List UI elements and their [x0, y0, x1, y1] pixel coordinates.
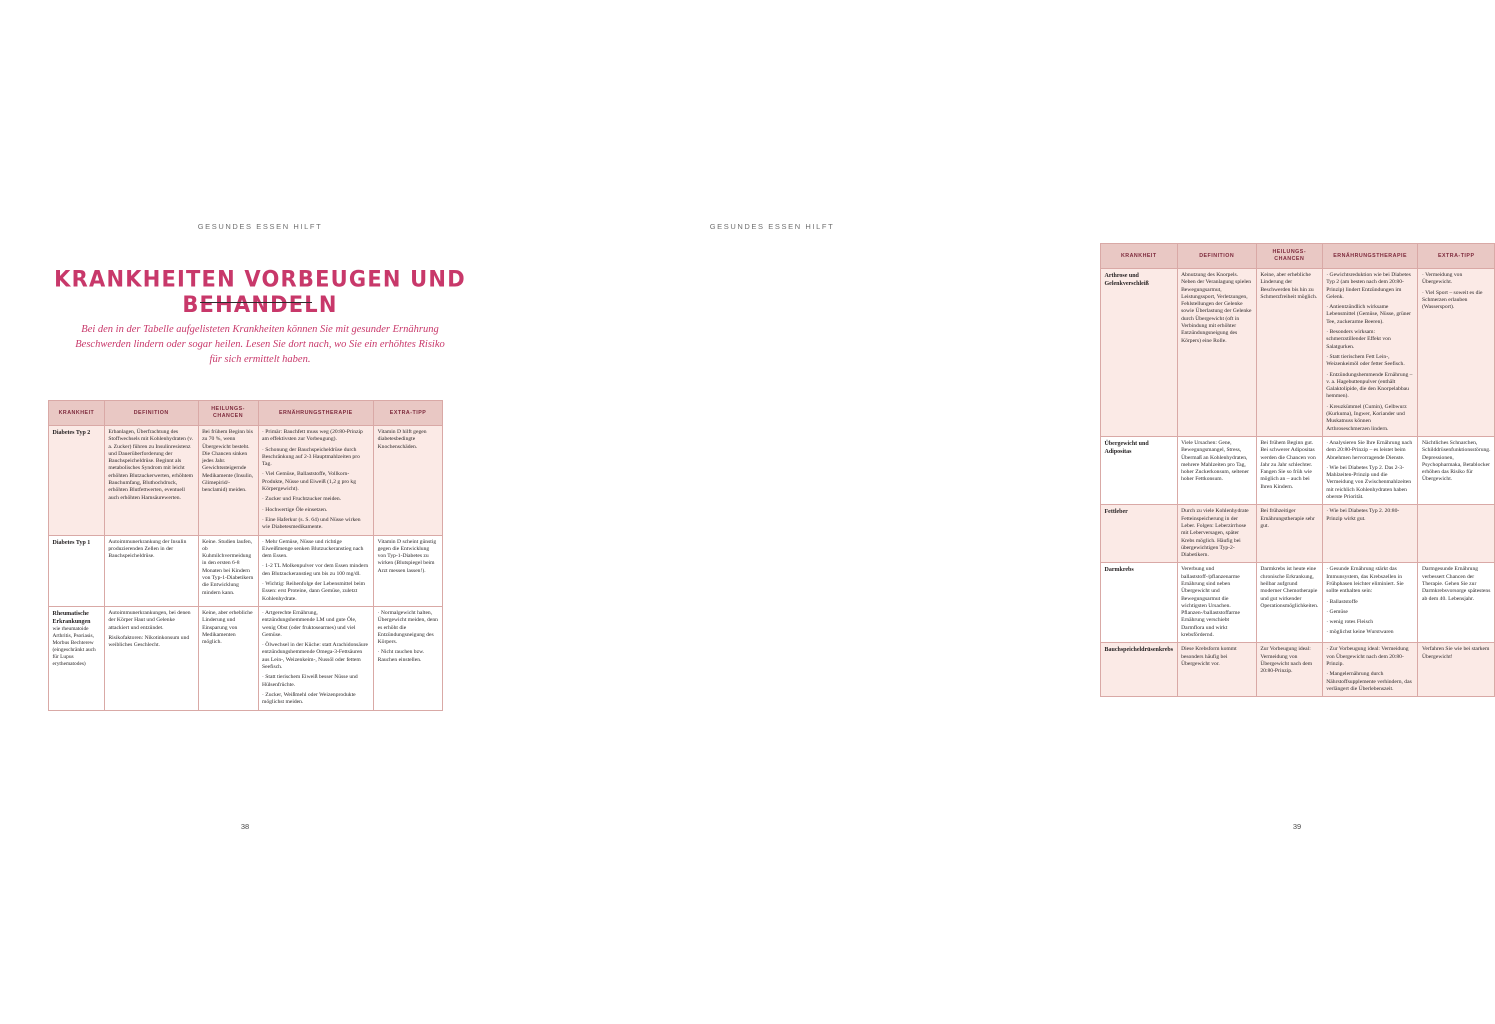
table-row	[1101, 563, 1495, 643]
disease-name: Übergewicht und Adipositas	[1101, 436, 1178, 504]
extra-tip: Vitamin D hilft gegen diabetesbedingte Knochenschäden.	[374, 426, 443, 536]
col-krankheit: KRANKHEIT	[49, 401, 105, 426]
col-ernaehrungstherapie: ERNÄHRUNGSTHERAPIE	[258, 401, 374, 426]
disease-table-right-wrapper	[1100, 243, 1495, 697]
disease-definition: Erbanlagen, Überfrachtung des Stoffwechsels mit Kohlenhydraten (v. a. Zucker) führen zu Insulinresistenz und Dauerüberforderung der Bauchspeicheldrüse. Beginnt als metabolisches Syndrom mit leicht erhöhten Blutzuckerwerten, erhöhtem Bauchumfang, Bluthochdruck, erhöhten Blutfettwerten, eventuell auch erhöhten Harnsäurewerten.	[104, 426, 198, 536]
page-number-left: 38	[240, 822, 250, 831]
disease-name: Rheumatische Erkrankungen wie rheumatoide Arthritis, Psoriasis, Morbus Bechterew (eingeschränkt auch für Lupus erythematodes)	[49, 606, 105, 710]
extra-tip: · Normalgewicht halten, Übergewicht meiden, denn es erhöht die Entzündungsneigung des Körpers. · Nicht rauchen bzw. Rauchen einstellen.	[374, 606, 443, 710]
nutrition-therapy: · Gesunde Ernährung stärkt das Immunsystem, das Krebszellen in Frühphasen leichter eliminiert. Sie sollte enthalten sein: · Ballaststoffe · Gemüse · wenig rotes Fleisch · möglichst keine Wurstwaren	[1322, 563, 1418, 643]
disease-definition: Viele Ursachen: Gene, Bewegungsmangel, Stress, Übermaß an Kohlenhydraten, mehrere Mahlzeiten pro Tag, hoher Zuckerkonsum, seltener hoher Fettkonsum.	[1177, 436, 1256, 504]
disease-definition: Autoimmunerkrankung der Insulin produzierenden Zellen in der Bauchspeicheldrüse.	[104, 535, 198, 606]
extra-tip: Vitamin D scheint günstig gegen die Entwicklung von Typ-1-Diabetes zu wirken (Blutspiegel beim Arzt messen lassen!).	[374, 535, 443, 606]
disease-name: Arthrose und Gelenkverschleiß	[1101, 269, 1178, 437]
healing-chances: Keine, aber erhebliche Linderung der Beschwerden bis hin zu Schmerzfreiheit möglich.	[1256, 269, 1322, 437]
nutrition-therapy: · Zur Vorbeugung ideal: Vermeidung von Übergewicht nach dem 20:80-Prinzip. · Mangelernährung durch Nährstoffsupplemente verhindern, das verlängert die Überlebenszeit.	[1322, 643, 1418, 697]
table-header-row	[49, 401, 443, 426]
col-definition: DEFINITION	[104, 401, 198, 426]
table-body-right	[1101, 269, 1495, 697]
title-divider	[200, 302, 312, 303]
col-heilungschancen: HEILUNGS-CHANCEN	[198, 401, 258, 426]
disease-table-left-wrapper	[48, 400, 443, 711]
disease-name: Darmkrebs	[1101, 563, 1178, 643]
page-left	[0, 0, 512, 1024]
disease-definition: Autoimmunerkrankungen, bei denen der Körper Haut und Gelenke attackiert und entzündet. Risikofaktoren: Nikotinkonsum und weibliches Geschlecht.	[104, 606, 198, 710]
col-krankheit: KRANKHEIT	[1101, 244, 1178, 269]
table-row	[49, 535, 443, 606]
healing-chances: Keine, aber erhebliche Linderung und Einsparung von Medikamenten möglich.	[198, 606, 258, 710]
healing-chances: Zur Vorbeugung ideal: Vermeidung von Übergewicht nach dem 20:80-Prinzip.	[1256, 643, 1322, 697]
table-header-row	[1101, 244, 1495, 269]
col-extratipp: EXTRA-TIPP	[1418, 244, 1495, 269]
disease-name: Diabetes Typ 2	[49, 426, 105, 536]
nutrition-therapy: · Analysieren Sie Ihre Ernährung nach dem 20:80-Prinzip – es leistet beim Abnehmen hervorragende Dienste. · Wie bei Diabetes Typ 2. Das 2-3-Mahlzeiten-Prinzip und die Vermeidung von Zwischenmahlzeiten mit reichlich Kohlenhydraten haben oberste Priorität.	[1322, 436, 1418, 504]
nutrition-therapy: · Gewichtsreduktion wie bei Diabetes Typ 2 (am besten nach dem 20:80-Prinzip) lindert Entzündungen im Gelenk. · Antientzündlich wirksame Lebensmittel (Gemüse, Nüsse, grüner Tee, zuckerarme Beeren). · Besonders wirksam: schmerzstillender Effekt von Salatgurken. · Statt tierischem Fett Lein-, Weizenkeimöl oder fetter Seefisch. · Entzündungshemmende Ernährung – v. a. Hagebuttenpulver (enthält Galaktolipide, die den Knorpelabbau hemmen). · Kreuzkümmel (Cumin), Gelbwurz (Kurkuma), Ingwer, Koriander und Muskatnuss können Arthroseschmerzen lindern.	[1322, 269, 1418, 437]
extra-tip	[1418, 505, 1495, 563]
extra-tip: Darmgesunde Ernährung verbessert Chancen der Therapie. Gehen Sie zur Darmkrebsvorsorge spätestens ab dem 40. Lebensjahr.	[1418, 563, 1495, 643]
running-head-right: GESUNDES ESSEN HILFT	[709, 222, 835, 231]
col-definition: DEFINITION	[1177, 244, 1256, 269]
healing-chances: Bei frühem Beginn bis zu 70 %, wenn Übergewicht besteht. Die Chancen sinken jedes Jahr. Gewichtssteigernde Medikamente (Insulin, Glimepirid/-benclamid) meiden.	[198, 426, 258, 536]
col-ernaehrungstherapie: ERNÄHRUNGSTHERAPIE	[1322, 244, 1418, 269]
col-extratipp: EXTRA-TIPP	[374, 401, 443, 426]
disease-table-left	[48, 400, 443, 711]
disease-name: Fettleber	[1101, 505, 1178, 563]
nutrition-therapy: · Wie bei Diabetes Typ 2. 20:80-Prinzip wirkt gut.	[1322, 505, 1418, 563]
extra-tip: · Vermeidung von Übergewicht. · Viel Sport – soweit es die Schmerzen erlauben (Wassersport).	[1418, 269, 1495, 437]
disease-definition: Durch zu viele Kohlenhydrate Fetteinspeicherung in der Leber. Folgen: Leberzirrhose mit Leberversagen, später Krebs möglich. Häufig bei übergewichtigen Typ-2-Diabetikern.	[1177, 505, 1256, 563]
disease-definition: Vererbung und ballaststoff-/pflanzenarme Ernährung sind neben Übergewicht und Bewegungsarmut die wichtigsten Ursachen. Pflanzen-/ballaststoffarme Ernährung verschiebt Darmflora und wirkt krebsfördernd.	[1177, 563, 1256, 643]
page-number-right: 39	[1292, 822, 1302, 831]
chapter-intro: Bei den in der Tabelle aufgelisteten Krankheiten können Sie mit gesunder Ernährung Beschwerden lindern oder sogar heilen. Lesen Sie dort nach, wo Sie ein erhöhtes Risiko für sich ermittelt haben.	[75, 324, 445, 365]
disease-name: Bauchspeicheldrüsenkrebs	[1101, 643, 1178, 697]
nutrition-therapy: · Mehr Gemüse, Nüsse und richtige Eiweißmenge senken Blutzuckeranstieg nach dem Essen. · 1-2 TL Molkenpulver vor dem Essen mindern den Blutzuckeranstieg um bis zu 100 mg/dl. · Wichtig: Reihenfolge der Lebensmittel beim Essen: erst Proteine, dann Gemüse, zuletzt Kohlenhydrate.	[258, 535, 374, 606]
table-body-left	[49, 426, 443, 711]
col-heilungschancen: HEILUNGS-CHANCEN	[1256, 244, 1322, 269]
healing-chances: Keine. Studien laufen, ob Kuhmilchvermeidung in den ersten 6-8 Monaten bei Kindern von Typ-1-Diabetikern die Entwicklung mindern kann.	[198, 535, 258, 606]
table-row	[1101, 643, 1495, 697]
table-row	[1101, 269, 1495, 437]
table-row	[1101, 505, 1495, 563]
disease-table-right	[1100, 243, 1495, 697]
extra-tip: Nächtliches Schnarchen, Schilddrüsenfunktionsstörung. Depressionen, Psychopharmaka, Betablocker erhöhen das Risiko für Übergewicht.	[1418, 436, 1495, 504]
healing-chances: Bei frühem Beginn gut. Bei schwerer Adipositas werden die Chancen von Jahr zu Jahr schlechter. Fangen Sie so früh wie möglich an – auch bei Ihren Kindern.	[1256, 436, 1322, 504]
healing-chances: Darmkrebs ist heute eine chronische Erkrankung, heilbar aufgrund moderner Chemotherapie und gut wirkender Operationsmöglichkeiten.	[1256, 563, 1322, 643]
nutrition-therapy: · Artgerechte Ernährung, entzündungshemmende LM und gute Öle, wenig Obst (oder fruktosearmes) und viel Gemüse. · Ölwechsel in der Küche: statt Arachidonsäure entzündungshemmende Omega-3-Fettsäuren aus Lein-, Weizenkeim-, Nussöl oder fettem Seefisch. · Statt tierischem Eiweiß besser Nüsse und Hülsenfrüchte. · Zucker, Weißmehl oder Weizenprodukte möglichst meiden.	[258, 606, 374, 710]
disease-definition: Diese Krebsform kommt besonders häufig bei Übergewicht vor.	[1177, 643, 1256, 697]
disease-name: Diabetes Typ 1	[49, 535, 105, 606]
nutrition-therapy: · Primär: Bauchfett muss weg (20:80-Prinzip am effektivsten zur Vorbeugung). · Schonung der Bauchspeicheldrüse durch Beschränkung auf 2-3 Hauptmahlzeiten pro Tag. · Viel Gemüse, Ballaststoffe, Vollkorn-Produkte, Nüsse und Eiweiß (1,2 g pro kg Körpergewicht). · Zucker und Fruchtzucker meiden. · Hochwertige Öle einsetzen. · Eine Haferkur (s. S. 64) und Nüsse wirken wie Diabetesmedikamente.	[258, 426, 374, 536]
chapter-title: KRANKHEITEN VORBEUGEN UND BEHANDELN	[54, 266, 466, 318]
table-row	[49, 606, 443, 710]
disease-definition: Abnutzung des Knorpels. Neben der Veranlagung spielen Bewegungsarmut, Leistungssport, Verletzungen, Fehlstellungen der Gelenke sowie Überlastung der Gelenke durch Übergewicht (oft in Verbindung mit erhöhter Entzündungsneigung des Körpers) eine Rolle.	[1177, 269, 1256, 437]
disease-name-sub: wie rheumatoide Arthritis, Psoriasis, Morbus Bechterew (eingeschränkt auch für Lupus erythematodes)	[52, 625, 96, 667]
extra-tip: Verfahren Sie wie bei starkem Übergewicht!	[1418, 643, 1495, 697]
running-head-left: GESUNDES ESSEN HILFT	[197, 222, 323, 231]
table-row	[49, 426, 443, 536]
table-row	[1101, 436, 1495, 504]
healing-chances: Bei frühzeitiger Ernährungstherapie sehr gut.	[1256, 505, 1322, 563]
page-right	[512, 0, 1491, 1024]
